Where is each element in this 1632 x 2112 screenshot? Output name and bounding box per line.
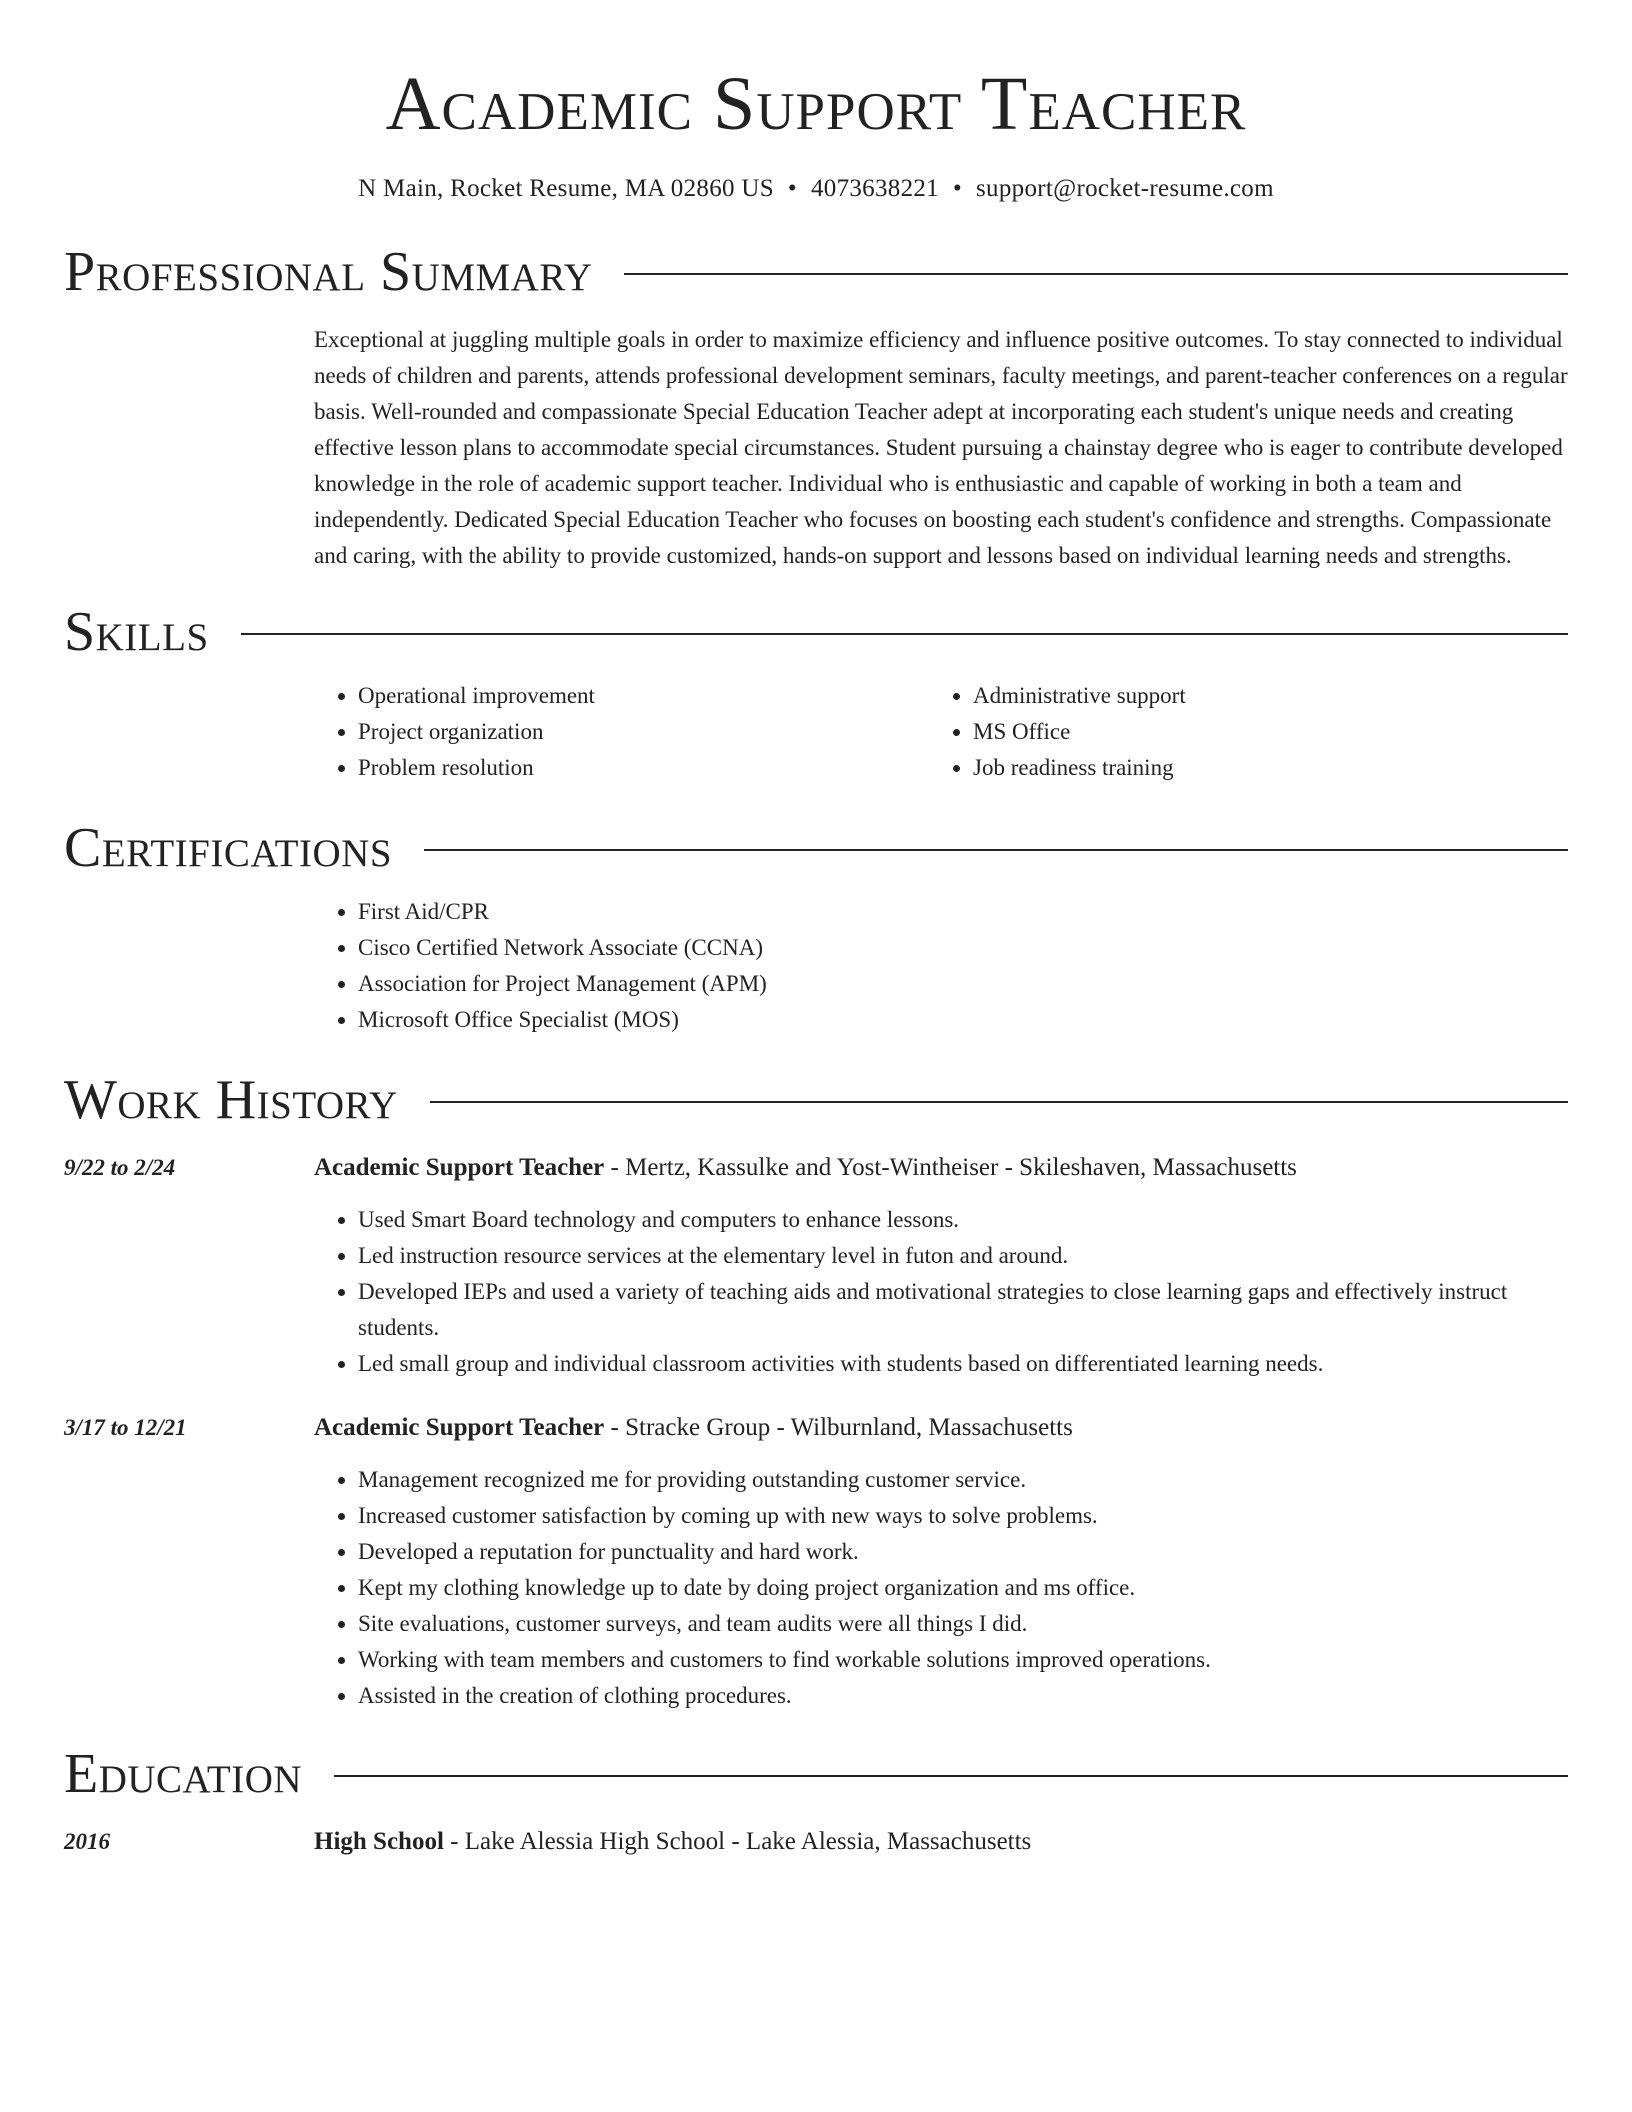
separator-dot: •: [787, 175, 797, 202]
education-body: [314, 1824, 1568, 1860]
summary-text: Exceptional at juggling multiple goals in order to maximize efficiency and influence positive outcomes. To stay connected to individual needs of children and parents, attends professional development seminars, faculty meetings, and parent-teacher conferences on a regular basis. Well-rounded and compassionate Special Education Teacher adept at incorporating each student's unique needs and creating effective lesson plans to accommodate special circumstances. Student pursuing a chainstay degree who is eager to contribute developed knowledge in the role of academic support teacher. Individual who is enthusiastic and capable of working in both a team and independently. Dedicated Special Education Teacher who focuses on boosting each student's confidence and strengths. Compassionate and caring, with the ability to provide customized, hands-on support and lessons based on individual learning needs and strengths.: [314, 327, 1568, 568]
skill-item: • Project organization: [358, 714, 929, 750]
job-entry: [64, 1150, 1568, 1382]
skill-item: • Problem resolution: [358, 750, 929, 786]
skill-item: • Job readiness training: [973, 750, 1544, 786]
section-title: Professional Summary: [64, 241, 593, 303]
job-body: [314, 1150, 1568, 1382]
education-year: 2016: [64, 1829, 110, 1854]
section-divider: [334, 1775, 1568, 1777]
section-header: [64, 1068, 1568, 1132]
education-degree: High School: [314, 1828, 444, 1855]
skills-column-left: [314, 678, 929, 786]
education-section: [64, 1742, 1568, 1860]
section-header: [64, 1742, 1568, 1806]
certification-item: • Cisco Certified Network Associate (CCNA): [358, 930, 1568, 966]
certification-item: • First Aid/CPR: [358, 894, 1568, 930]
job-heading: [314, 1150, 1568, 1186]
section-header: [64, 816, 1568, 880]
section-header: [64, 600, 1568, 664]
job-bullet: • Developed IEPs and used a variety of teaching aids and motivational strategies to close learning gaps and effectively instruct students.: [358, 1274, 1568, 1346]
job-entry: [64, 1410, 1568, 1714]
skill-item: • Administrative support: [973, 678, 1544, 714]
address: N Main, Rocket Resume, MA 02860 US: [358, 175, 774, 202]
job-bullet: • Management recognized me for providing outstanding customer service.: [358, 1462, 1568, 1498]
job-bullet: • Increased customer satisfaction by coming up with new ways to solve problems.: [358, 1498, 1568, 1534]
job-bullet: • Working with team members and customers to find workable solutions improved operations.: [358, 1642, 1568, 1678]
job-heading: [314, 1410, 1568, 1446]
job-bullets: [314, 1462, 1568, 1714]
certification-item: • Association for Project Management (APM): [358, 966, 1568, 1002]
job-bullet: • Led small group and individual classroom activities with students based on differentiated learning needs.: [358, 1346, 1568, 1382]
skills-column-right: [929, 678, 1544, 786]
candidate-name: Academic Support Teacher: [385, 62, 1247, 146]
job-bullet: • Site evaluations, customer surveys, and team audits were all things I did.: [358, 1606, 1568, 1642]
section-divider: [241, 633, 1568, 635]
certification-list: [314, 894, 1568, 1038]
section-header: [64, 240, 1568, 304]
skill-item: • Operational improvement: [358, 678, 929, 714]
contact-line: [64, 172, 1568, 206]
skills-section: [64, 600, 1568, 786]
job-bullet: • Used Smart Board technology and computers to enhance lessons.: [358, 1202, 1568, 1238]
job-employer: - Stracke Group - Wilburnland, Massachusetts: [604, 1414, 1073, 1441]
skill-item: • MS Office: [973, 714, 1544, 750]
certifications-section: [64, 816, 1568, 1038]
section-title: Education: [64, 1743, 303, 1805]
job-employer: - Mertz, Kassulke and Yost-Wintheiser - Skileshaven, Massachusetts: [604, 1154, 1297, 1181]
certification-item: • Microsoft Office Specialist (MOS): [358, 1002, 1568, 1038]
job-body: [314, 1410, 1568, 1714]
education-school: - Lake Alessia High School - Lake Alessia, Massachusetts: [443, 1828, 1032, 1855]
skills-grid: [314, 678, 1568, 786]
job-bullets: [314, 1202, 1568, 1382]
job-bullet: • Led instruction resource services at the elementary level in futon and around.: [358, 1238, 1568, 1274]
job-bullet: • Assisted in the creation of clothing procedures.: [358, 1678, 1568, 1714]
section-title: Certifications: [64, 817, 393, 879]
education-entry: [64, 1824, 1568, 1860]
job-role: Academic Support Teacher: [314, 1414, 605, 1441]
job-bullet: • Developed a reputation for punctuality and hard work.: [358, 1534, 1568, 1570]
job-role: Academic Support Teacher: [314, 1154, 605, 1181]
section-title: Skills: [64, 601, 209, 663]
phone: 4073638221: [810, 175, 939, 202]
job-bullet: • Kept my clothing knowledge up to date by doing project organization and ms office.: [358, 1570, 1568, 1606]
work-history-section: [64, 1068, 1568, 1714]
separator-dot: •: [952, 175, 963, 202]
section-title: Work History: [64, 1069, 398, 1131]
section-divider: [430, 1101, 1568, 1103]
section-divider: [424, 849, 1568, 851]
email: support@rocket-resume.com: [976, 175, 1274, 202]
summary-section: [64, 240, 1568, 574]
education-heading: [314, 1824, 1568, 1860]
job-dates: 9/22 to 2/24: [64, 1155, 176, 1180]
job-dates: 3/17 to 12/21: [64, 1415, 187, 1440]
section-divider: [624, 273, 1568, 275]
